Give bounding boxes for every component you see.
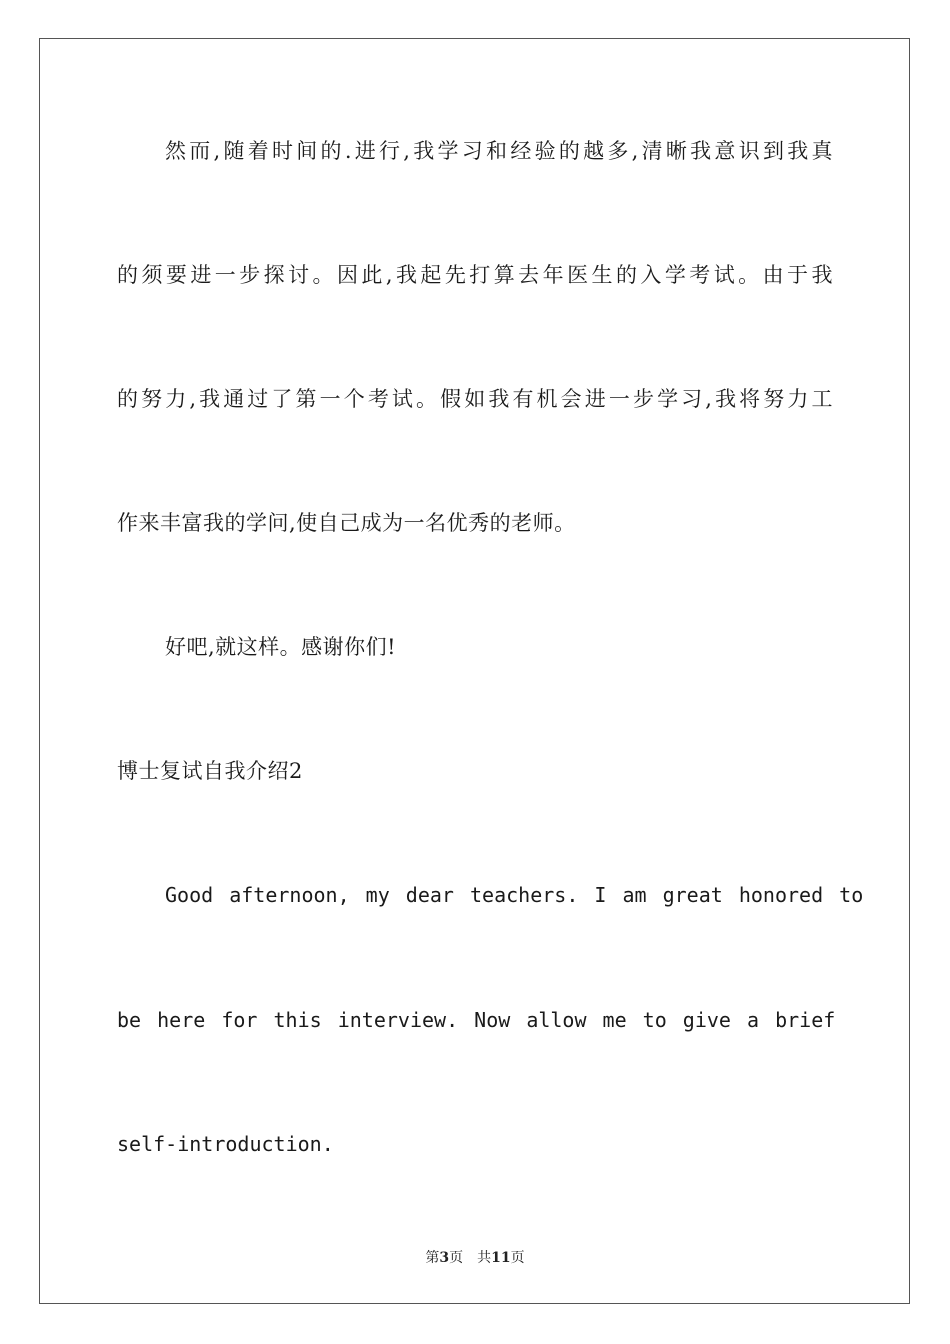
- footer-total-pages: 11: [491, 1250, 511, 1266]
- footer-total-prefix: 共: [477, 1250, 492, 1266]
- page-frame: [39, 38, 910, 1304]
- english-paragraph-line-1: Good afternoon, my dear teachers. I am great honored to: [165, 883, 864, 907]
- paragraph-2-line-1: 好吧,就这样。感谢你们!: [165, 635, 397, 659]
- footer-current-page: 3: [439, 1250, 450, 1266]
- paragraph-1-line-3: 的努力,我通过了第一个考试。假如我有机会进一步学习,我将努力工: [117, 387, 833, 411]
- section-heading: 博士复试自我介绍2: [117, 759, 303, 783]
- page-footer: [0, 1247, 950, 1267]
- footer-page-prefix: 第: [425, 1250, 440, 1266]
- footer-page-suffix: 页: [449, 1250, 464, 1266]
- english-paragraph-line-2: be here for this interview. Now allow me to give a brief: [117, 1008, 836, 1032]
- english-paragraph-line-3: self-introduction.: [117, 1132, 334, 1156]
- paragraph-1-line-1: 然而,随着时间的.进行,我学习和经验的越多,清晰我意识到我真: [165, 139, 833, 163]
- paragraph-1-line-4: 作来丰富我的学问,使自己成为一名优秀的老师。: [117, 511, 576, 535]
- footer-total-suffix: 页: [510, 1250, 525, 1266]
- paragraph-1-line-2: 的须要进一步探讨。因此,我起先打算去年医生的入学考试。由于我: [117, 263, 833, 287]
